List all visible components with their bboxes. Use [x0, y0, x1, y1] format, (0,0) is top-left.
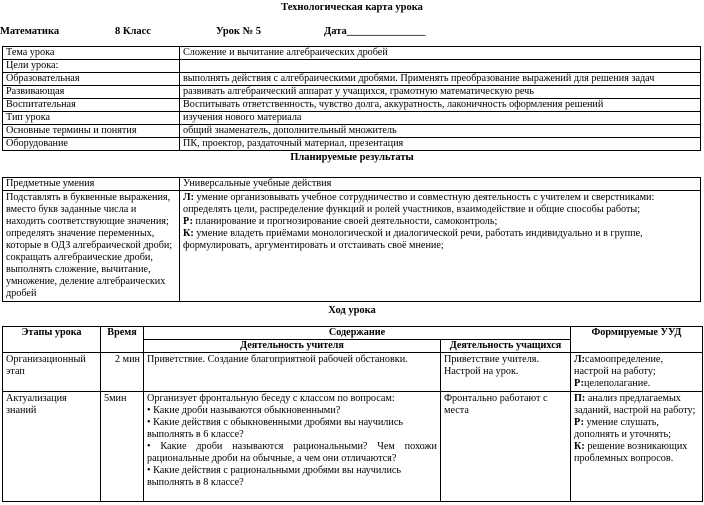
teacher-activity-cell: [144, 392, 441, 502]
lesson-info-table: [2, 46, 701, 151]
info-row: [3, 138, 701, 151]
uud-key: Л:: [574, 354, 585, 365]
time-header: Время: [101, 327, 144, 353]
uud-item: умение владеть приёмами монологической и диалогической речи, работать индивидуально и в группе, формулировать, аргументировать и отстаивать своё мнение;: [183, 228, 643, 251]
uud-column-header: Формируемые УУД: [571, 327, 703, 353]
uud-item: целеполагание.: [584, 378, 651, 389]
uud-key: Р:: [574, 378, 584, 389]
flow-row: [3, 392, 703, 502]
uud-key: К:: [183, 228, 194, 239]
time-cell: 2 мин: [101, 353, 144, 392]
info-value: Сложение и вычитание алгебраических дробей: [180, 47, 701, 60]
lesson-flow-heading: Ход урока: [328, 305, 376, 316]
lesson-flow-table: [2, 326, 703, 502]
info-value: развивать алгебраический аппарат у учащихся, грамотную математическую речь: [180, 86, 701, 99]
flow-row: [3, 353, 703, 392]
date-field: Дата_______________: [324, 26, 426, 37]
stage-cell: Организационный этап: [3, 353, 101, 392]
info-label: Оборудование: [3, 138, 180, 151]
info-value: общий знаменатель, дополнительный множитель: [180, 125, 701, 138]
teacher-intro: Организует фронтальную беседу с классом по вопросам:: [147, 393, 395, 404]
results-heading: Планируемые результаты: [290, 152, 414, 163]
uud-item: самоопределение, настрой на работу;: [574, 354, 664, 377]
uud-cell: [571, 353, 703, 392]
student-activity-cell: Фронтально работают с места: [441, 392, 571, 502]
uud-key: Р:: [574, 417, 584, 428]
subject-label: Математика: [0, 26, 60, 37]
info-value: ПК, проектор, раздаточный материал, презентация: [180, 138, 701, 151]
time-cell: 5мин: [101, 392, 144, 502]
uud-key: Р:: [183, 216, 193, 227]
info-value: выполнять действия с алгебраическими дробями. Применять преобразование выражений для решения задач: [180, 73, 701, 86]
student-activity-header: Деятельность учащихся: [441, 340, 571, 353]
info-label: Воспитательная: [3, 99, 180, 112]
uud-header: Универсальные учебные действия: [180, 178, 701, 191]
flow-header-row: [3, 327, 703, 340]
teacher-activity-cell: Приветствие. Создание благоприятной рабочей обстановки.: [144, 353, 441, 392]
info-label: Тема урока: [3, 47, 180, 60]
info-label: Цели урока:: [3, 60, 180, 73]
page-title: Технологическая карта урока: [281, 2, 423, 13]
uud-item: планирование и прогнозирование своей деятельности, самоконтроль;: [193, 216, 498, 227]
uud-item: анализ предлагаемых заданий, настрой на работу;: [574, 393, 696, 416]
subject-skills-text: Подставлять в буквенные выражения, вместо букв заданные числа и находить соответствующие значения; определять значение переменных, которые в ОДЗ алгебраической дроби; сокращать алгебраические дроби, выполнять сложение, вычитание, умножение, деление алгебраических дробей: [3, 191, 180, 302]
uud-key: П:: [574, 393, 586, 404]
info-value: изучения нового материала: [180, 112, 701, 125]
info-row: [3, 60, 701, 73]
uud-key: Л:: [183, 192, 194, 203]
subject-skills-header: Предметные умения: [3, 178, 180, 191]
results-table: [2, 177, 701, 302]
question-item: • Какие дроби называются обыкновенными?: [147, 405, 341, 416]
student-activity-cell: Приветствие учителя. Настрой на урок.: [441, 353, 571, 392]
results-row: [3, 191, 701, 302]
info-row: [3, 86, 701, 99]
info-row: [3, 47, 701, 60]
info-row: [3, 99, 701, 112]
uud-item: умение слушать, дополнять и уточнять;: [574, 417, 671, 440]
info-label: Образовательная: [3, 73, 180, 86]
lesson-number: Урок № 5: [216, 26, 262, 37]
uud-cell: [571, 392, 703, 502]
question-item: • Какие действия с обыкновенными дробями вы научились выполнять в 6 классе?: [147, 417, 404, 440]
uud-item: умение организовывать учебное сотрудничество и совместную деятельность с учителем и сверстниками: определять цели, распределение функций и ролей участников, взаимодействие и общие способы работы;: [183, 192, 655, 215]
info-label: Развивающая: [3, 86, 180, 99]
info-row: [3, 112, 701, 125]
question-item: • Какие действия с рациональными дробями вы научились выполнять в 8 классе?: [147, 465, 402, 488]
info-label: Основные термины и понятия: [3, 125, 180, 138]
stage-header: Этапы урока: [3, 327, 101, 353]
info-row: [3, 125, 701, 138]
info-label: Тип урока: [3, 112, 180, 125]
uud-key: К:: [574, 441, 585, 452]
info-value: [180, 60, 701, 73]
grade-label: 8 Класс: [115, 26, 151, 37]
results-header-row: [3, 178, 701, 191]
stage-cell: Актуализация знаний: [3, 392, 101, 502]
info-row: [3, 73, 701, 86]
question-item: • Какие дроби называются рациональными? Чем похожи рациональные дроби на обычные, а чем они отличаются?: [147, 441, 437, 464]
content-header: Содержание: [144, 327, 571, 340]
teacher-activity-header: Деятельность учителя: [144, 340, 441, 353]
info-value: Воспитывать ответственность, чувство долга, аккуратность, лаконичность оформления решений: [180, 99, 701, 112]
uud-item: решение возникающих проблемных вопросов.: [574, 441, 688, 464]
uud-text: [180, 191, 701, 302]
